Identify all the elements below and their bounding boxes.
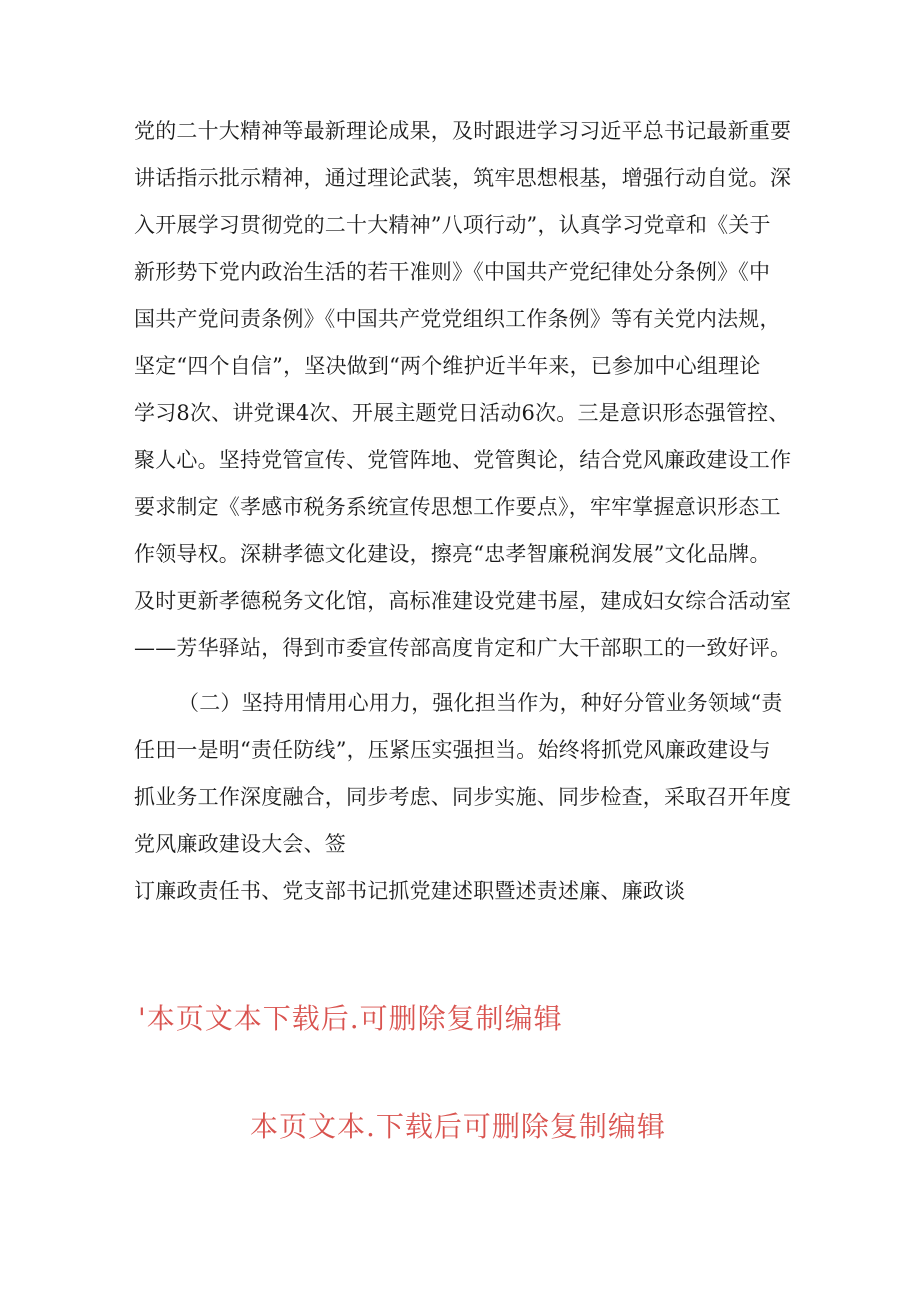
paragraph-line: 任田一是明“责任防线”，压紧压实强担当。始终将抓党风廉政建设与 <box>134 738 771 762</box>
paragraph-line: （二）坚持用情用心用力，强化担当作为，种好分管业务领域“责 <box>178 691 783 715</box>
paragraph-line: 作领导权。深耕孝德文化建设，擦亮“忠孝智廉税润发展”文化品牌。 <box>134 542 771 566</box>
paragraph-line: 党的二十大精神等最新理论成果，及时跟进学习习近平总书记最新重要 <box>134 119 792 143</box>
paragraph-line: 及时更新孝德税务文化馆，高标准建设党建书屋，建成妇女综合活动室 <box>134 589 792 613</box>
paragraph-line: ——芳华驿站，得到市委宣传部高度肯定和广大干部职工的一致好评。 <box>134 636 792 660</box>
paragraph-line: 讲话指示批示精神，通过理论武装，筑牢思想根基，增强行动自觉。深 <box>134 166 792 190</box>
paragraph-line: 国共产党问责条例》《中国共产党党组织工作条例》等有关党内法规， <box>134 307 781 331</box>
paragraph-line: 要求制定《孝感市税务系统宣传思想工作要点》，牢牢掌握意识形态工 <box>134 495 781 519</box>
paragraph-line: 订廉政责任书、党支部书记抓党建述职暨述责述廉、廉政谈 <box>134 879 686 903</box>
paragraph-line: 党风廉政建设大会、签 <box>134 832 346 856</box>
paragraph-line: 抓业务工作深度融合，同步考虑、同步实施、同步检查，采取召开年度 <box>134 785 792 809</box>
paragraph-line: 新形势下党内政治生活的若干准则》《中国共产党纪律处分条例》《中 <box>134 260 771 284</box>
paragraph-line: 入开展学习贯彻党的二十大精神”八项行动”，认真学习党章和《关于 <box>134 213 771 237</box>
watermark-note: '本页文本下载后.可删除复制编辑 <box>138 1002 563 1035</box>
paragraph-line: 学习8次、讲党课4次、开展主题党日活动6次。三是意识形态强管控、 <box>134 401 790 425</box>
paragraph-line: 坚定“四个自信”，坚决做到“两个维护近半年来，已参加中心组理论 <box>134 354 761 378</box>
paragraph-line: 聚人心。坚持党管宣传、党管阵地、党管舆论，结合党风廉政建设工作 <box>134 448 792 472</box>
watermark-note: 本页文本.下载后可删除复制编辑 <box>250 1110 666 1143</box>
